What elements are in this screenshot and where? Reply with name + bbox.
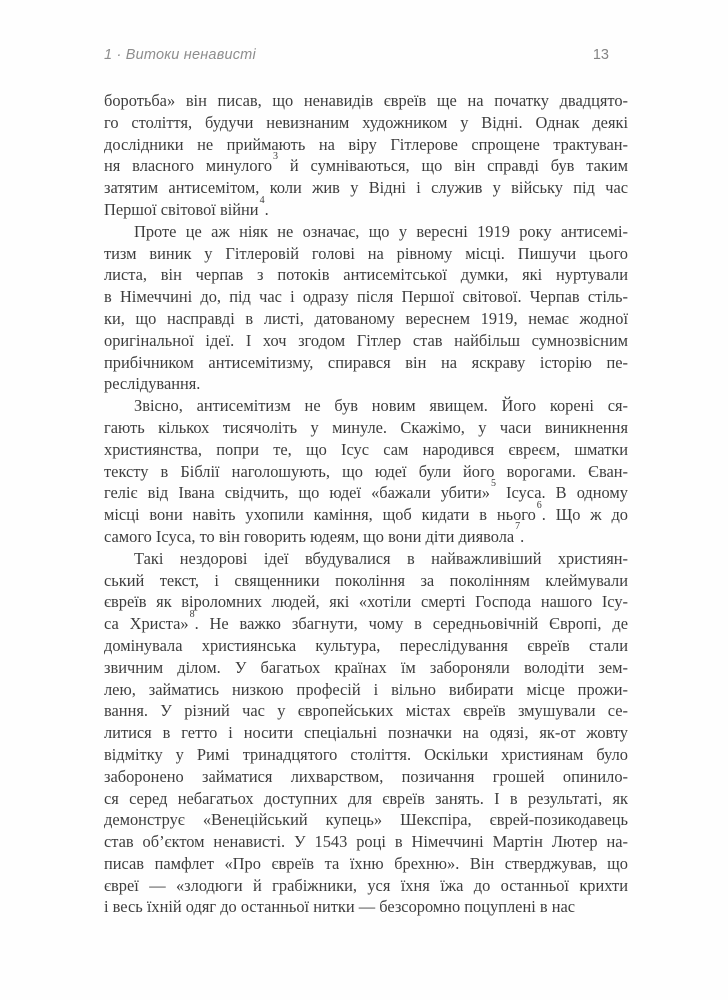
footnote-marker: 8 (189, 608, 195, 620)
text-line: Першої світової війни$^4$. (104, 194, 269, 219)
text-line: геліє від Івана свідчить, що юдеї «бажали убити»$^5$ Ісуса. В одному (104, 477, 628, 503)
text-line: в Німеччині до, під час і одразу після Першої світової. Черпав стіль- (104, 287, 628, 307)
paragraph (104, 221, 628, 395)
text-line: звичним ділом. У багатьох країнах їм забороняли володіти зем- (104, 657, 628, 677)
chapter-title: 1 · Витоки ненависті (104, 47, 256, 63)
text-line: Проте це аж ніяк не означає, що у вересні 1919 року антисемі- (134, 221, 628, 241)
running-header (104, 47, 628, 63)
text-line: оригінальної ідеї. І хоч згодом Гітлер став найбільш сумнозвісним (104, 330, 628, 350)
text-line: ся серед небагатьох доступних для євреїв занять. І в результаті, як (104, 788, 628, 808)
paragraph (104, 90, 628, 221)
text-line: реслідування. (104, 374, 201, 394)
text-line: християнства, попри те, що Ісус сам народився євреєм, шматки (104, 439, 628, 459)
text-line: листа, він черпав з потоків антисемітської думки, які нуртували (104, 265, 628, 285)
text-line: самого Ісуса, то він говорить юдеям, що вони діти диявола$^7$. (104, 521, 525, 546)
text-line: затятим антисемітом, коли жив у Відні і служив у війську під час (104, 178, 628, 198)
text-line: євреїв як віроломних людей, які «хотіли смерті Господа нашого Ісу- (104, 592, 628, 612)
footnote-marker: 3 (273, 150, 279, 162)
text-line: став об’єктом ненависті. У 1543 році в Німеччині Мартін Лютер на- (104, 832, 628, 852)
text-line: писав памфлет «Про євреїв та їхню брехню». Він стверджував, що (104, 853, 628, 873)
text-line: лею, займатись низкою професій і вільно вибирати місце прожи- (104, 679, 628, 699)
footnote-marker: 6 (536, 499, 542, 511)
text-line: демонструє «Венеційський купець» Шекспіра, єврей-позикодавець (104, 810, 628, 830)
paragraph (104, 395, 628, 548)
text-line: ки, що насправді в листі, датованому вереснем 1919, немає жодної (104, 308, 628, 328)
text-line: ський текст, і священники покоління за поколінням клеймували (104, 570, 628, 590)
text-line: тексту в Біблії наголошують, що юдеї були його ворогами. Єван- (104, 461, 628, 481)
page-number: 13 (592, 47, 609, 63)
text-line: євреї — «злодюги й грабіжники, уся їхня їжа до останньої крихти (104, 875, 628, 895)
text-line: місці вони навіть ухопили каміння, щоб кидати в нього$^6$. Що ж до (104, 499, 628, 525)
text-line: домінувала християнська культура, переслідування євреїв стали (104, 635, 628, 655)
text-line: ня власного минулого$^3$ й сумніваються, що він справді був таким (104, 150, 628, 176)
text-line: Такі нездорові ідеї вбудувалися в найважливіший християн- (134, 548, 628, 568)
footnote-marker: 7 (515, 521, 521, 533)
text-line: і весь їхній одяг до останньої нитки — безсоромно поцуплені в нас (104, 897, 576, 917)
text-line: відмітку у Римі тринадцятого століття. Оскільки християнам було (104, 744, 628, 764)
text-line: Звісно, антисемітизм не був новим явищем. Його корені ся- (134, 396, 628, 416)
text-line: са Христа»$^8$. Не важко збагнути, чому в середньовічній Європі, де (104, 608, 628, 634)
body-text (104, 90, 628, 918)
text-line: тизм виник у Гітлеровій голові на рівному місці. Пишучи цього (104, 243, 628, 263)
text-line: го століття, будучи невизнаним художником у Відні. Однак деякі (104, 112, 628, 132)
text-line: боротьба» він писав, що ненавидів євреїв ще на початку двадцято- (104, 91, 628, 110)
text-line: литися в гетто і носити спеціальні позначки на одязі, як-от жовту (104, 723, 628, 743)
text-line: гають кількох тисячоліть у минуле. Скажімо, у часи виникнення (104, 417, 628, 437)
text-line: прибічником антисемітизму, спирався він на яскраву історію пе- (104, 352, 628, 372)
footnote-marker: 5 (490, 477, 496, 489)
text-line: дослідники не приймають на віру Гітлерове спрощене трактуван- (104, 134, 628, 154)
text-line: вання. У різний час у європейських містах євреїв змушували се- (104, 701, 628, 721)
paragraph (104, 548, 628, 919)
footnote-marker: 4 (259, 194, 265, 206)
text-line: заборонено займатися лихварством, позичання грошей опинило- (104, 766, 628, 786)
